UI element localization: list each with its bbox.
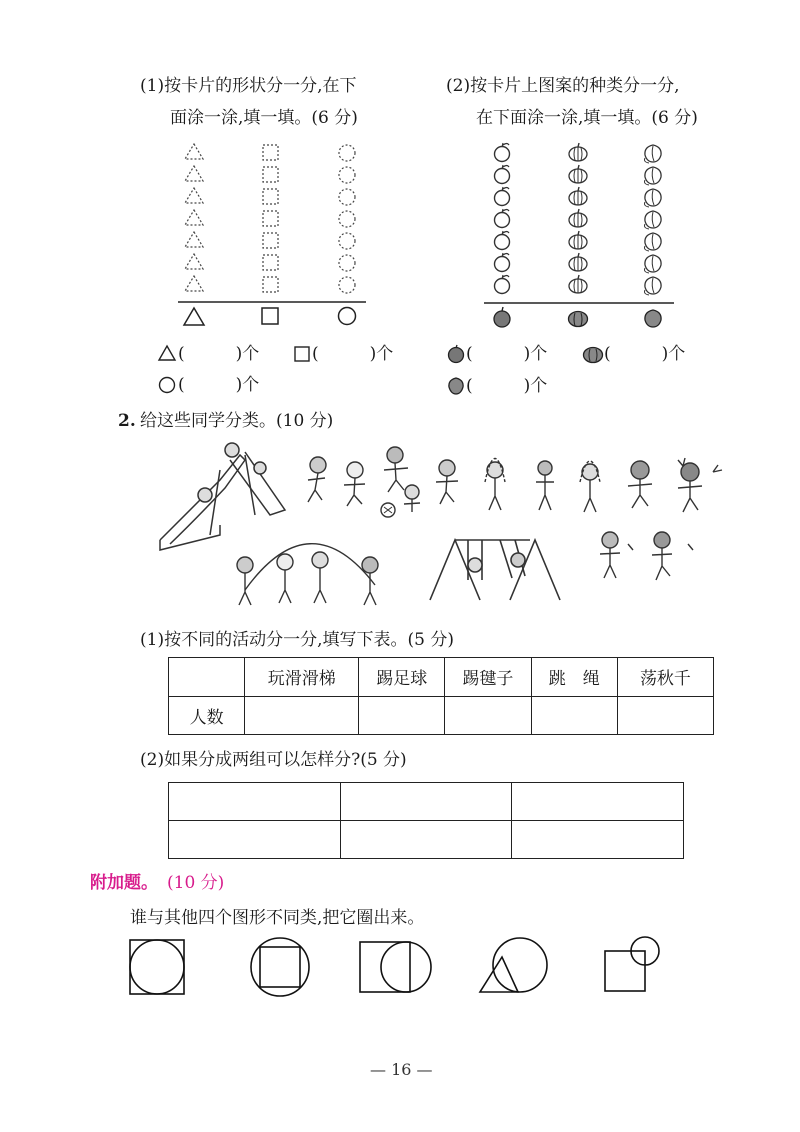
pumpkin-icon (569, 312, 588, 327)
answer-cell[interactable] (245, 696, 359, 735)
answer-cell[interactable] (169, 821, 341, 859)
answer-cell[interactable] (531, 696, 617, 735)
activity-count-table (168, 657, 714, 735)
peach-icon (645, 310, 661, 327)
row-label: 人数 (169, 696, 245, 735)
answer-cell[interactable] (512, 821, 684, 859)
q1-right-instruction-line2: 在下面涂一涂,填一填。(6 分) (476, 108, 698, 128)
shuttlecock-pair-illustration (600, 532, 693, 580)
answer-cell[interactable] (617, 696, 713, 735)
circle-count-blank[interactable]: ( )个 (178, 375, 260, 395)
bonus-question: 谁与其他四个图形不同类,把它圈出来。 (130, 908, 425, 928)
circle-icon (158, 376, 176, 394)
shape-tally-chart (170, 140, 380, 340)
peach-count-blank[interactable]: ( )个 (466, 376, 548, 396)
table-header: 踢足球 (359, 658, 445, 697)
shuttlecock-illustration (628, 458, 722, 512)
triangle-icon (158, 345, 176, 361)
fruit-tally-chart (480, 140, 680, 335)
swing-illustration (430, 540, 560, 600)
q2-number: 2. (118, 411, 136, 431)
square-icon (294, 346, 310, 362)
pumpkin-count-blank[interactable]: ( )个 (604, 344, 686, 364)
bonus-points: (10 分) (167, 873, 225, 893)
q1-right-instruction-line1: (2)按卡片上图案的种类分一分, (446, 76, 680, 96)
q1-left-instruction-line1: (1)按卡片的形状分一分,在下 (140, 76, 357, 96)
dotted-square-column (263, 145, 278, 292)
q2-title: 给这些同学分类。(10 分) (140, 411, 334, 431)
square-icon (262, 308, 278, 324)
figure-square-and-small-circle[interactable] (605, 937, 659, 991)
q2-sub1-instruction: (1)按不同的活动分一分,填写下表。(5 分) (140, 630, 454, 650)
answer-cell[interactable] (169, 783, 341, 821)
apple-column (495, 143, 510, 294)
answer-cell[interactable] (445, 696, 531, 735)
activities-illustration (150, 440, 730, 620)
group-jump-rope-illustration (237, 544, 378, 605)
answer-cell[interactable] (359, 696, 445, 735)
figure-triangle-and-circle[interactable] (480, 938, 547, 992)
pumpkin-column (569, 143, 587, 293)
jump-rope-illustration (485, 459, 600, 513)
table-header: 踢毽子 (445, 658, 531, 697)
page-number: — 16 — (370, 1060, 433, 1079)
table-corner-cell (169, 658, 245, 697)
figure-circle-in-square[interactable] (130, 940, 184, 994)
peach-column (645, 145, 662, 295)
bonus-figures (120, 935, 680, 1005)
triangle-icon (184, 308, 204, 325)
grouping-table (168, 782, 684, 859)
dotted-triangle-column (185, 144, 203, 291)
q2-sub2-instruction: (2)如果分成两组可以怎样分?(5 分) (140, 750, 407, 770)
peach-icon (446, 376, 466, 396)
table-header: 跳 绳 (531, 658, 617, 697)
answer-cell[interactable] (340, 783, 512, 821)
triangle-count-blank[interactable]: ( )个 (178, 344, 260, 364)
figure-square-and-circle[interactable] (360, 942, 431, 992)
soccer-illustration (308, 447, 458, 517)
apple-count-blank[interactable]: ( )个 (466, 344, 548, 364)
circle-icon (339, 308, 356, 325)
square-count-blank[interactable]: ( )个 (312, 344, 394, 364)
apple-icon (446, 344, 466, 364)
bonus-title: 附加题。 (90, 873, 158, 893)
answer-cell[interactable] (340, 821, 512, 859)
slide-illustration (160, 443, 285, 550)
pumpkin-icon (582, 344, 604, 364)
apple-icon (494, 307, 510, 327)
figure-square-in-circle[interactable] (251, 938, 309, 996)
q1-left-instruction-line2: 面涂一涂,填一填。(6 分) (170, 108, 358, 128)
dotted-circle-column (339, 145, 355, 293)
table-header: 荡秋千 (617, 658, 713, 697)
answer-cell[interactable] (512, 783, 684, 821)
table-header: 玩滑滑梯 (245, 658, 359, 697)
